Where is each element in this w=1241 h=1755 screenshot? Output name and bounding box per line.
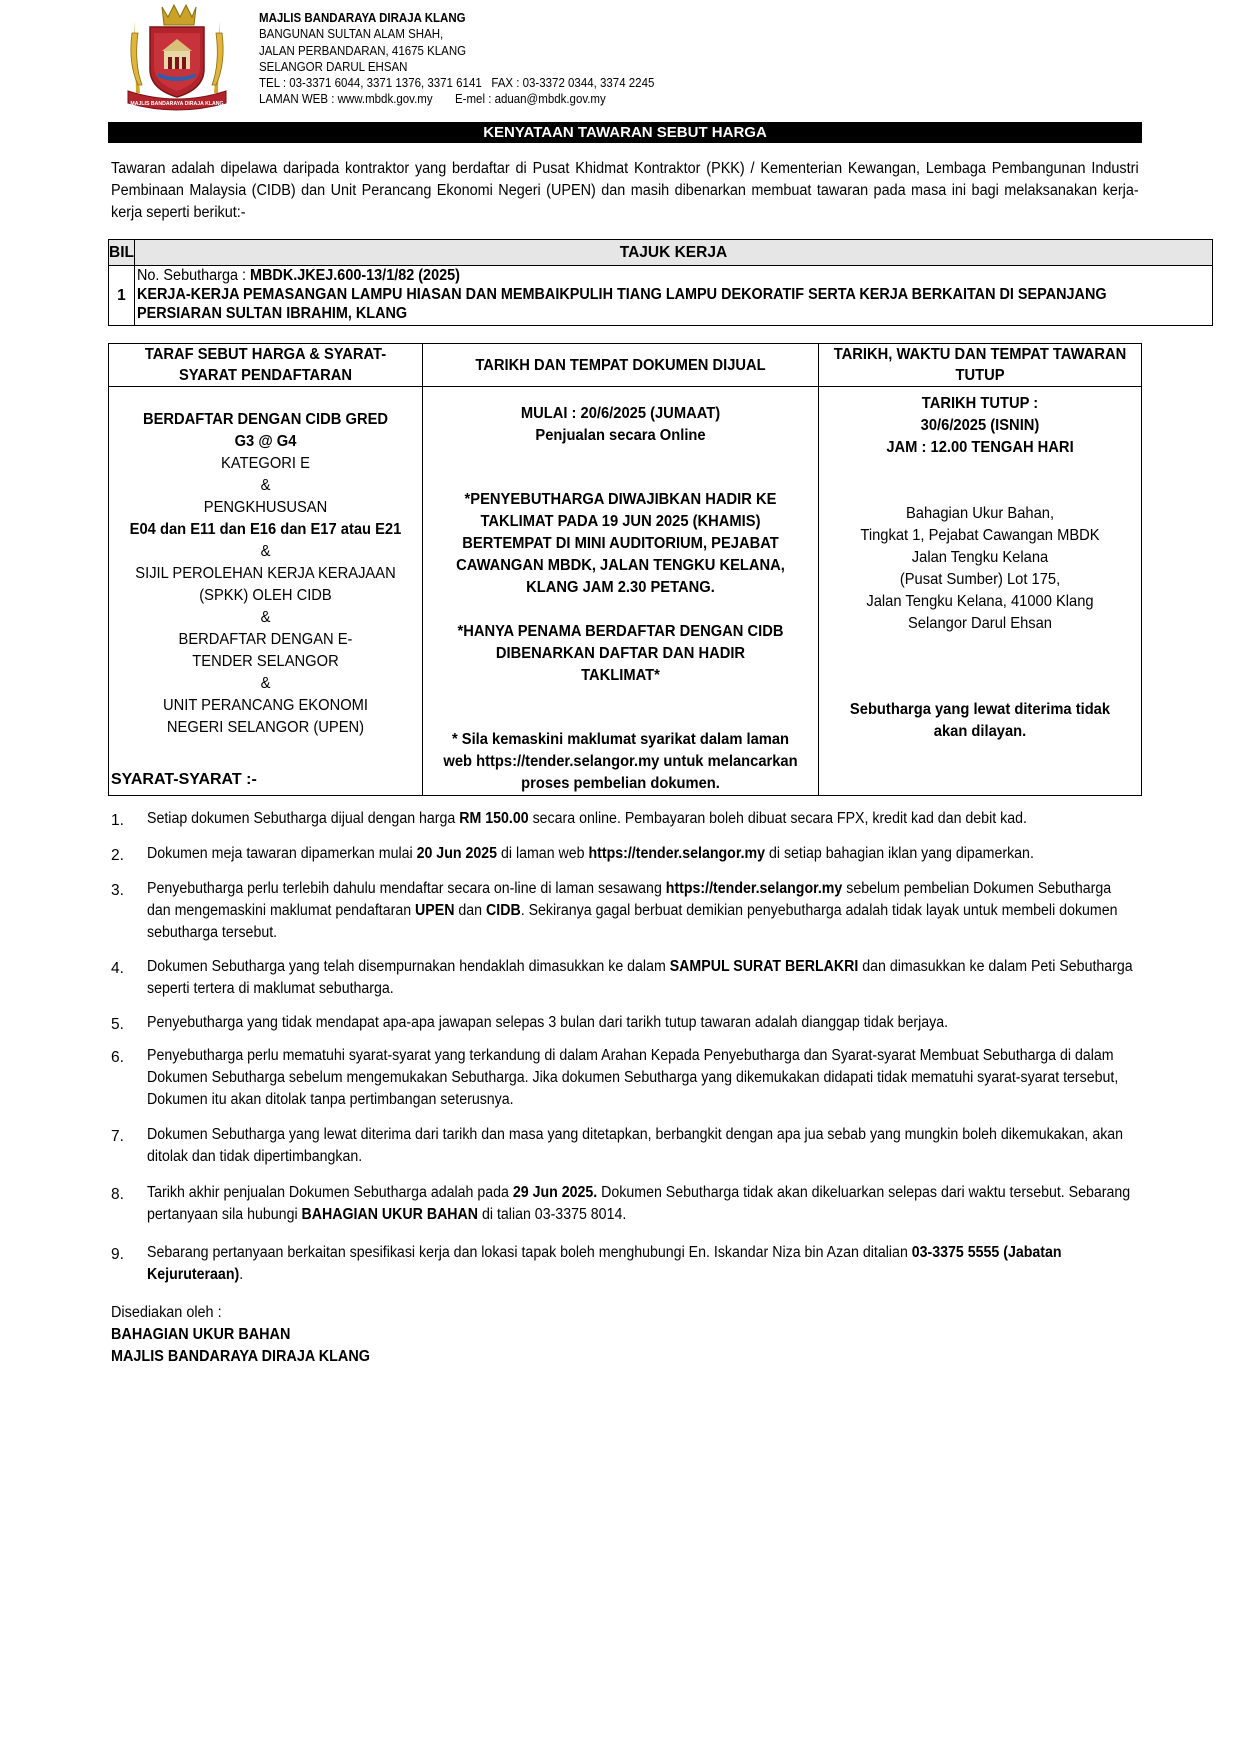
- update-info-notice: * Sila kemaskini maklumat syarikat dalam laman web https://tender.selangor.my untuk melancarkan proses pembelian dokumen.: [443, 731, 798, 792]
- org-name: MAJLIS BANDARAYA DIRAJA KLANG: [259, 11, 466, 25]
- late-notice: Sebutharga yang lewat diterima tidak akan dilayan.: [849, 701, 1111, 740]
- document-sale-cell: [423, 387, 819, 796]
- closing-date: 30/6/2025 (ISNIN): [920, 417, 1040, 434]
- col-tajuk-header: TAJUK KERJA: [134, 240, 1212, 266]
- address-line-2: JALAN PERBANDARAN, 41675 KLANG: [259, 43, 467, 58]
- address-line-1: BANGUNAN SULTAN ALAM SHAH,: [259, 27, 444, 42]
- work-title-cell: [134, 266, 1212, 326]
- ref-label: No. Sebutharga :: [136, 267, 250, 284]
- col-tutup-header: TARIKH, WAKTU DAN TEMPAT TAWARAN TUTUP: [819, 344, 1142, 387]
- tender-details-table: [108, 343, 1142, 796]
- syarat-heading: SYARAT-SYARAT :-: [111, 771, 257, 788]
- intro-paragraph: Tawaran adalah dipelawa daripada kontraktor yang berdaftar di Pusat Khidmat Kontraktor (PKK) / Kementerian Kewangan, Lembaga Pembangunan Industri Pembinaan Malaysia (CIDB) dan Unit Perancang Ekonomi Negeri (UPEN) dan masih dibenarkan membuat tawaran pada masa ini bagi melaksanakan kerja-kerja seperti berikut:-: [111, 160, 1139, 221]
- document-page: MAJLIS BANDARAYA DIRAJA KLANG MAJLIS BANDARAYA DIRAJA KLANG BANGUNAN SULTAN ALAM SHAH, JALAN PERBANDARAN, 41675 KLANG SELANGOR DARUL EHSAN TEL : 03-3371 6044, 3371 1376, 3371 6141 FAX : 03-3372 0344, 3374 2245 LAMAN WEB : www.mbdk.gov.my E-mel : aduan@mbdk.gov.my KENYATAAN TAWARAN SEBUT HARGA Tawaran adalah dipelawa daripada kontraktor yang berdaftar di Pusat Khidmat Kontraktor (PKK) / Kementerian Kewangan, Lembaga Pembangunan Industri Pembinaan Malaysia (CIDB) dan Unit Perancang Ekonomi Negeri (UPEN) dan masih dibenarkan membuat tawaran pada masa ini bagi melaksanakan kerja-kerja seperti berikut:- BIL TAJUK KERJA 1 No. Sebutharga : MBDK.JKEJ.600-13/1/82 (2025) KERJA-KERJA PEMASANGAN LAMPU HIASAN DAN MEMBAIKPULIH TIANG LAMPU DEKORATIF SERTA KERJA BERKAITAN DI SEPANJANG PERSIARAN SULTAN IBRAHIM, KLANG TARAF SEBUT HARGA & SYARAT-SYARAT PENDAFTARAN TARIKH DAN TEMPAT DOKUMEN DIJUAL TARIKH, WAKTU DAN TEMPAT TAWARAN TUTUP BERDAFTAR DENGAN CIDB GRED G3 @ G4 KATEGORI E & PENGKHUSUSAN E04 dan E11 dan E16 dan E17 atau E21 & SIJIL PEROLEHAN KERJA KERAJAAN (SPKK) OLEH CIDB & BERDAFTAR DENGAN E-TENDER SELANGOR & UNIT PERANCANG EKONOMI NEGERI SELANGOR (UPEN) MULAI : 20/6/2025 (JUMAAT) Penjualan secara Online *PENYEBUTHARGA DIWAJIBKAN HADIR KE TAKLIMAT PADA 19 JUN 2025 (KHAMIS) BERTEMPAT DI MINI AUDITORIUM, PEJABAT CAWANGAN MBDK, JALAN TENGKU KELANA, KLANG JAM 2.30 PETANG. *HANYA PENAMA BERDAFTAR DENGAN CIDB DIBENARKAN DAFTAR DAN HADIR TAKLIMAT* * Sila kemaskini maklumat syarikat dalam laman web https://tender.selangor.my untuk melancarkan proses pembelian dokumen. TARIKH TUTUP : 30/6/2025 (ISNIN) JAM : 12.00 TENGAH HARI Bahagian Ukur Bahan, Tingkat 1, Pejabat Cawangan MBDK Jalan Tengku Kelana (Pusat Sumber) Lot 175, Jalan Tengku Kelana, 41000 Klang Selangor Darul Ehsan Sebutharga yang lewat diterima tidak akan dilayan. SYARAT-SYARAT :- 1. Setiap dokumen Sebutharga dijual dengan harga RM 150.00 secara online. Pembayaran boleh dibuat secara FPX, kredit kad dan debit kad. 2. Dokumen meja tawaran dipamerkan mulai 20 Jun 2025 di laman web https://tender.selangor.my di setiap bahagian iklan yang dipamerkan. 3. Penyebutharga perlu terlebih dahulu mendaftar secara on-line di laman sesawang https://tender.selangor.my sebelum pembelian Dokumen Sebutharga dan mengemaskini maklumat pendaftaran UPEN dan CIDB. Sekiranya gagal berbuat demikian penyebutharga adalah tidak layak untuk membeli dokumen sebutharga tersebut. 4. Dokumen Sebutharga yang telah disempurnakan hendaklah dimasukkan ke dalam SAMPUL SURAT BERLAKRI dan dimasukkan ke dalam Peti Sebutharga seperti tertera di maklumat sebutharga. 5. Penyebutharga yang tidak mendapat apa-apa jawapan selepas 3 bulan dari tarikh tutup tawaran adalah dianggap tidak berjaya. 6. Penyebutharga perlu mematuhi syarat-syarat yang terkandung di dalam Arahan Kepada Penyebutharga dan Syarat-syarat Membuat Sebutharga di dalam Dokumen Sebutharga sebelum mengemukakan Sebutharga. Jika dokumen Sebutharga yang dikemukakan didapati tidak mematuhi syarat-syarat tersebut, Dokumen itu akan ditolak tanpa pertimbangan seterusnya. 7. Dokumen Sebutharga yang lewat diterima dari tarikh dan masa yang ditetapkan, berbangkit dengan apa jua sebab yang mungkin boleh dikemukakan, akan ditolak dan tidak dipertimbangkan. 8. Tarikh akhir penjualan Dokumen Sebutharga adalah pada 29 Jun 2025. Dokumen Sebutharga tidak akan dikeluarkan selepas dari waktu tersebut. Sebarang pertanyaan sila hubungi BAHAGIAN UKUR BAHAN di talian 03-3375 8014. 9. Sebarang pertanyaan berkaitan spesifikasi kerja dan lokasi tapak boleh menghubungi En. Iskandar Niza bin Azan ditalian 03-3375 5555 (Jabatan Kejuruteraan). Disediakan oleh : BAHAGIAN UKUR BAHAN MAJLIS BANDARAYA DIRAJA KLANG: [0, 0, 1241, 1755]
- closing-label: TARIKH TUTUP :: [921, 395, 1039, 412]
- row-bil: 1: [109, 266, 135, 326]
- sale-start: MULAI : 20/6/2025 (JUMAAT): [520, 405, 721, 422]
- letterhead: [259, 10, 654, 108]
- prepared-dept: BAHAGIAN UKUR BAHAN: [111, 1326, 291, 1343]
- registration-requirements-cell: BERDAFTAR DENGAN CIDB GRED G3 @ G4 KATEGORI E & PENGKHUSUSAN E04 dan E11 dan E16 dan E17 atau E21 & SIJIL PEROLEHAN KERJA KERAJAAN (SPKK) OLEH CIDB & BERDAFTAR DENGAN E-TENDER SELANGOR & UNIT PERANCANG EKONOMI NEGERI SELANGOR (UPEN): [109, 387, 423, 796]
- phone-fax-line: TEL : 03-3371 6044, 3371 1376, 3371 6141 FAX : 03-3372 0344, 3374 2245: [259, 76, 655, 91]
- col-bil-header: BIL: [109, 240, 135, 266]
- cidb-only-notice: *HANYA PENAMA BERDAFTAR DENGAN CIDB DIBENARKAN DAFTAR DAN HADIR TAKLIMAT*: [457, 623, 784, 684]
- col-taraf-header: TARAF SEBUT HARGA & SYARAT-SYARAT PENDAFTARAN: [109, 344, 423, 387]
- closing-cell: TARIKH TUTUP : 30/6/2025 (ISNIN) JAM : 12.00 TENGAH HARI Bahagian Ukur Bahan, Tingkat 1, Pejabat Cawangan MBDK Jalan Tengku Kelana (Pusat Sumber) Lot 175, Jalan Tengku Kelana, 41000 Klang Selangor Darul Ehsan Sebutharga yang lewat diterima tidak akan dilayan.: [819, 387, 1142, 796]
- work-title-table: [108, 239, 1213, 326]
- ref-number: MBDK.JKEJ.600-13/1/82 (2025): [249, 267, 460, 284]
- work-title: KERJA-KERJA PEMASANGAN LAMPU HIASAN DAN MEMBAIKPULIH TIANG LAMPU DEKORATIF SERTA KERJA BERKAITAN DI SEPANJANG PERSIARAN SULTAN IBRAHIM, KLANG: [136, 286, 1107, 322]
- briefing-notice: *PENYEBUTHARGA DIWAJIBKAN HADIR KE TAKLIMAT PADA 19 JUN 2025 (KHAMIS) BERTEMPAT DI MINI AUDITORIUM, PEJABAT CAWANGAN MBDK, JALAN TENGKU KELANA, KLANG JAM 2.30 PETANG.: [456, 491, 785, 596]
- prepared-label: Disediakan oleh :: [111, 1304, 222, 1321]
- closing-time: JAM : 12.00 TENGAH HARI: [886, 439, 1074, 456]
- prepared-by: [111, 1302, 370, 1368]
- crest-ribbon-text: MAJLIS BANDARAYA DIRAJA KLANG: [130, 101, 224, 107]
- mbdk-crest-logo: [124, 3, 230, 113]
- col-dokumen-header: TARIKH DAN TEMPAT DOKUMEN DIJUAL: [423, 344, 819, 387]
- web-email-line: LAMAN WEB : www.mbdk.gov.my E-mel : aduan@mbdk.gov.my: [259, 92, 606, 107]
- address-line-3: SELANGOR DARUL EHSAN: [259, 59, 408, 74]
- notice-banner: KENYATAAN TAWARAN SEBUT HARGA: [108, 122, 1142, 143]
- prepared-org: MAJLIS BANDARAYA DIRAJA KLANG: [111, 1348, 370, 1365]
- sale-mode: Penjualan secara Online: [535, 427, 706, 444]
